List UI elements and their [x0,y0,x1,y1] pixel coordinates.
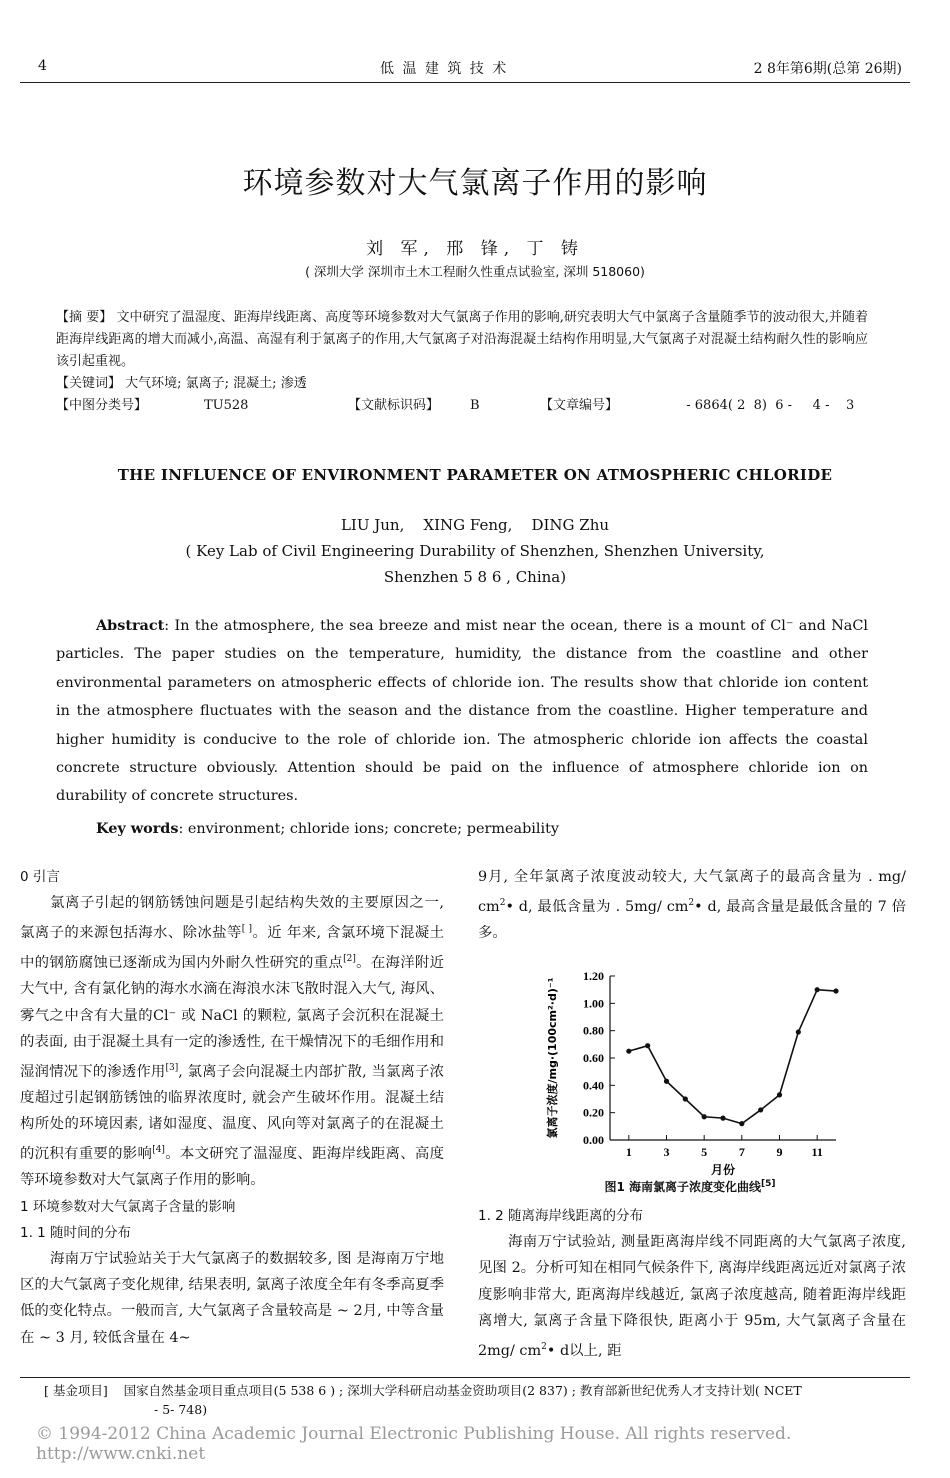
cn-keywords [56,373,868,395]
en-abstract-para [56,612,868,811]
en-abstract-text: : In the atmosphere, the sea breeze and mist near the ocean, there is a mount of Cl⁻ and NaCl particles. The paper studies on the temperature, humidity, the distance from the coastline and other environmental parameters on atmospheric effects of chloride ion. The results show that chloride ion content in the atmosphere fluctuates with the season and the distance from the coastline. Higher temperature and higher humidity is conducive to the role of chloride ion. The atmospheric chloride ion affects the coastal concrete structure obviously. Attention should be paid on the influence of atmosphere chloride ion on durability of concrete structures. [56,618,868,805]
intro-text-b: 。近 年来, 含氯环境下混凝土中的钢筋腐蚀已逐渐成为国内外耐久性研究的重点 [20,925,444,972]
sup-2a: 2 [499,898,506,909]
section-0-heading: 0 引言 [20,869,60,885]
affiliation: ( 深圳大学 深圳市土木工程耐久性重点试验室, 深圳 518060) [305,264,645,279]
figure-caption-ref: [5] [761,1179,776,1189]
figure-1 [536,964,856,1177]
section-1-heading: 1 环境参数对大气氯离子含量的影响 [20,1198,236,1215]
right-text-b: • d, 最低含量为 . 5mg/ cm [505,899,689,915]
header-rule [20,82,910,83]
intro-text-d: , 氯离子会向混凝土内部扩散, 当氯离子浓度超过引起钢筋锈蚀的临界浓度时, 就会产生破坏作用。混凝土结构所处的环境因素, 诸如湿度、温度、风向等对氯离子的在混凝土的沉积有重要的影响 [20,1063,444,1163]
footnote-rule [20,1377,910,1378]
y-tick-label: 0.80 [583,1023,604,1038]
intro-para [20,890,444,1193]
figure-1-caption [480,1178,900,1195]
section-1-1-para: 海南万宁试验站关于大气氯离子的数据较多, 图 是海南万宁地区的大气氯离子变化规律, 结果表明, 氯离子浓度全年有冬季高夏季低的变化特点。一般而言, 大气氯离子含量较高是 ~ 2月, 中等含量在 ~ 3 月, 较低含量在 4~ [20,1251,444,1346]
doc-code-value: B [470,398,480,413]
article-no-value: - 6864( 2 8) 6 - 4 - 3 [678,398,855,413]
data-point [702,1114,707,1119]
data-point [815,987,820,992]
data-point [645,1043,650,1048]
ref-2: [2] [343,954,356,965]
footnote-line1 [44,1381,914,1400]
sup-2b: 2 [688,898,695,909]
footnote-line2: - 5- 748) [154,1402,208,1417]
en-abstract [56,612,868,843]
y-tick-label: 0.00 [583,1133,604,1147]
x-tick-label: 11 [811,1145,823,1159]
issue-info: 2 8年第6期(总第 26期) [753,61,902,77]
intro-text-e: 。本文研究了温湿度、距海岸线距离、高度等环境参数对大气氯离子作用的影响。 [20,1146,444,1189]
concentration-chart [536,964,856,1177]
right-column-top [478,864,906,946]
cn-keywords-label: 【关键词】 [56,376,122,391]
data-point [777,1092,782,1097]
right-text-e: • d以上, 距 [546,1342,622,1359]
en-keywords [56,815,868,843]
copyright-watermark: © 1994-2012 China Academic Journal Electronic Publishing House. All rights reserved. http://www.cnki.net [36,1424,792,1464]
left-column [20,864,444,1351]
authors: 刘 军, 邢 锋, 丁 铸 [366,239,584,259]
en-keywords-text: : environment; chloride ions; concrete; permeability [178,820,560,837]
right-text-c: • d, 最高含量是最低含量的 7 倍多。 [478,899,906,942]
class-label: 【中图分类号】 [56,398,148,413]
class-value: TU528 [204,398,249,413]
sup-2c: 2 [541,1342,547,1353]
en-title: THE INFLUENCE OF ENVIRONMENT PARAMETER ON ATMOSPHERIC CHLORIDE [117,466,833,484]
data-point [626,1049,631,1054]
data-point [683,1096,688,1101]
y-tick-label: 1.00 [583,996,604,1011]
cn-abstract-para [56,307,868,373]
cn-keywords-text: 大气环境; 氯离子; 混凝土; 渗透 [125,376,307,391]
ref-1: [ ] [241,924,253,935]
en-authors: LIU Jun, XING Feng, DING Zhu [340,516,610,534]
intro-text-a: 氯离子引起的钢筋锈蚀问题是引起结构失效的主要原因之一, 氯离子的来源包括海水、除冰盐等 [20,895,444,942]
en-affil-line2: Shenzhen 5 8 6 , China) [383,568,567,586]
cn-classification [56,395,868,417]
ref-4: [4] [152,1145,165,1156]
right-para-1 [478,864,906,946]
right-column-bottom [478,1203,906,1364]
right-text-a: 9月, 全年氯离子浓度波动较大, 大气氯离子的最高含量为 . mg/ cm [478,869,906,915]
article-no-label: 【文章编号】 [540,398,619,413]
doc-code-label: 【文献标识码】 [348,398,440,413]
cn-abstract [56,307,868,417]
data-point [664,1079,669,1084]
y-axis-title: 氯离子浓度/mg·(100cm²·d)⁻¹ [546,977,559,1139]
footnote-text: 国家自然基金项目重点项目(5 538 6 ) ; 深圳大学科研启动基金资助项目(2 837) ; 教育部新世纪优秀人才支持计划( NCET [123,1383,802,1398]
data-point [739,1121,744,1126]
x-axis-title: 月份 [710,1163,736,1177]
en-keywords-label: Key words [96,819,179,837]
section-1-2-heading: 1. 2 随离海岸线距离的分布 [478,1208,644,1224]
x-tick-label: 3 [663,1145,670,1159]
x-tick-label: 1 [625,1145,632,1159]
cn-abstract-label: 【摘 要】 [56,310,113,325]
right-text-d: 海南万宁试验站, 测量距离海岸线不同距离的大气氯离子浓度, 见图 2。分析可知在相同气候条件下, 离海岸线距离远近对氯离子浓度影响非常大, 距离海岸线越近, 氯离子浓度越高, 随着距海岸线距离增大, 氯离子含量下降很快, 距离小于 95m, 大气氯离子含量在2mg/ cm [478,1234,906,1359]
data-point [833,988,838,993]
journal-name: 低 温 建 筑 技 术 [380,61,509,77]
y-tick-label: 0.20 [583,1105,604,1120]
figure-caption-text: 图1 海南氯离子浓度变化曲线 [604,1180,762,1194]
intro-text-c: 。在海洋附近大气中, 含有氯化钠的海水水滴在海浪水沫飞散时混入大气, 海风、雾气之中含有大量的Cl⁻ 或 NaCl 的颗粒, 氯离子会沉积在混凝土的表面, 由于混凝土具有一定的渗透性, 在干燥情况下的毛细作用和湿润情况下的渗透作用 [20,955,444,1080]
page-number: 4 [38,58,47,74]
y-tick-label: 0.60 [583,1051,604,1065]
section-1-1-heading: 1. 1 随时间的分布 [20,1224,132,1241]
footnote [44,1381,914,1419]
y-tick-label: 1.20 [583,969,604,983]
x-tick-label: 7 [738,1145,745,1159]
data-point [758,1107,763,1112]
en-author-block [0,512,950,590]
footnote-label: [ 基金项目] [44,1383,108,1398]
y-tick-label: 0.40 [583,1078,604,1093]
paper-title: 环境参数对大气氯离子作用的影响 [242,166,708,201]
data-point [720,1116,725,1121]
ref-3: [3] [165,1063,179,1074]
x-tick-label: 5 [701,1145,708,1159]
cn-abstract-text: 文中研究了温湿度、距海岸线距离、高度等环境参数对大气氯离子作用的影响,研究表明大气中氯离子含量随季节的波动很大,并随着距海岸线距离的增大而减小,高温、高湿有利于氯离子的作用,大气氯离子对沿海混凝土结构作用明显,大气氯离子对混凝土结构耐久性的影响应该引起重视。 [56,310,868,369]
en-affil-line1: ( Key Lab of Civil Engineering Durability of Shenzhen, Shenzhen University, [185,542,765,560]
data-point [796,1029,801,1034]
series-line [629,990,836,1124]
section-1-2-para [478,1229,906,1364]
x-tick-label: 9 [776,1145,783,1159]
en-abstract-label: Abstract [96,617,165,634]
